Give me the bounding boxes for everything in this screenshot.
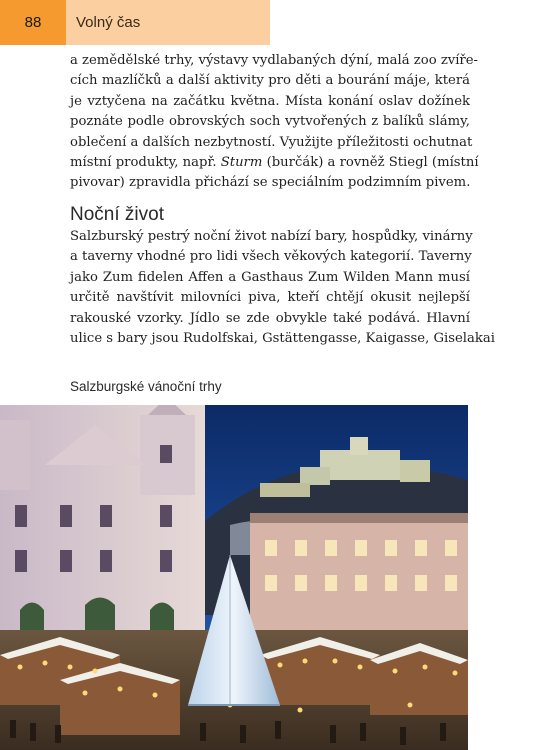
text-line: a taverny vhodné pro lidi všech věkových kategorií. Taverny — [70, 249, 472, 265]
text-segment: (burčák) a rovněž Stiegl (místní — [262, 155, 479, 171]
page-number: 88 — [0, 0, 66, 45]
text-segment: místní produkty, např. — [70, 155, 217, 171]
chapter-title: Volný čas — [66, 0, 270, 45]
text-line: poznáte podle obrovských soch vytvořených z balíků slámy, — [70, 114, 470, 130]
section-heading: Noční život — [70, 204, 164, 225]
text-line: je vztyčena na začátku května. Místa konání oslav dožínek — [70, 93, 470, 109]
text-line: ulice s bary jsou Rudolfskai, Gstättengasse, Kaigasse, Giselakai — [70, 331, 495, 347]
text-line: Salzburský pestrý noční život nabízí bary, hospůdky, vinárny — [70, 229, 473, 244]
text-line: určitě navštívit milovníci piva, kteří chtějí okusit nejlepší — [70, 290, 470, 306]
paragraph-nightlife — [70, 227, 495, 349]
text-line: oblečení a dalších nezbytností. Využijte příležitosti ochutnat — [70, 134, 473, 150]
paragraph-intro — [70, 51, 479, 194]
christmas-market-photo — [0, 405, 468, 750]
photo-caption: Salzburgské vánoční trhy — [70, 379, 222, 394]
text-line: jako Zum fidelen Affen a Gasthaus Zum Wilden Mann musí — [70, 269, 470, 285]
text-line: rakouské vzorky. Jídlo se zde obvykle také podává. Hlavní — [70, 310, 470, 326]
text-line — [70, 153, 479, 173]
text-line: cích mazlíčků a další aktivity pro děti a bourání máje, která — [70, 73, 470, 89]
text-line: pivovar) zpravidla přichází se speciálním podzimním pivem. — [70, 175, 471, 191]
text-line: a zemědělské trhy, výstavy vydlabaných dýní, malá zoo zvíře- — [70, 53, 478, 68]
italic-term: Sturm — [220, 155, 263, 171]
